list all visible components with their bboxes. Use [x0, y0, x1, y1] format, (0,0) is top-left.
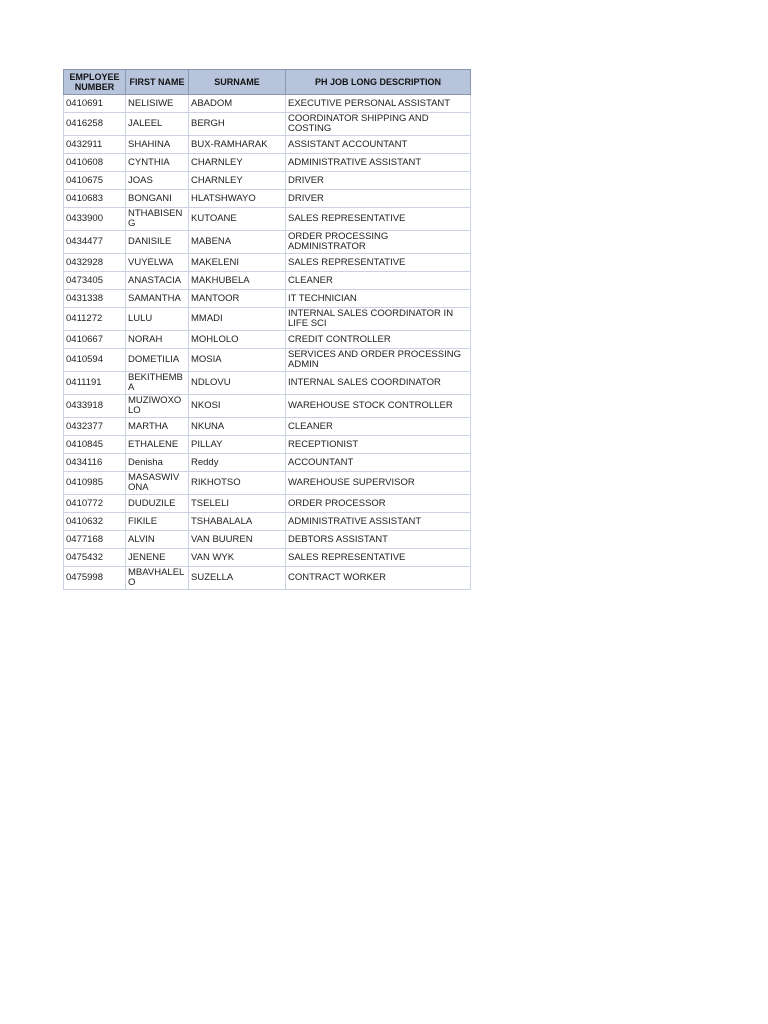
- cell-job-description: CLEANER: [286, 272, 471, 290]
- cell-surname: MOSIA: [189, 349, 286, 372]
- cell-first-name: SAMANTHA: [126, 290, 189, 308]
- cell-surname: MMADI: [189, 308, 286, 331]
- cell-first-name: MASASWIVONA: [126, 472, 189, 495]
- cell-first-name: NORAH: [126, 331, 189, 349]
- cell-job-description: ORDER PROCESSING ADMINISTRATOR: [286, 231, 471, 254]
- table-row: [64, 436, 471, 454]
- cell-surname: TSELELI: [189, 495, 286, 513]
- table-row: [64, 454, 471, 472]
- cell-first-name: BEKITHEMBA: [126, 372, 189, 395]
- cell-employee-number: 0410691: [64, 95, 126, 113]
- cell-job-description: SALES REPRESENTATIVE: [286, 549, 471, 567]
- cell-surname: BUX-RAMHARAK: [189, 136, 286, 154]
- cell-first-name: ANASTACIA: [126, 272, 189, 290]
- cell-surname: BERGH: [189, 113, 286, 136]
- table-row: [64, 472, 471, 495]
- cell-job-description: INTERNAL SALES COORDINATOR IN LIFE SCI: [286, 308, 471, 331]
- table-row: [64, 372, 471, 395]
- table-row: [64, 349, 471, 372]
- cell-first-name: SHAHINA: [126, 136, 189, 154]
- cell-first-name: CYNTHIA: [126, 154, 189, 172]
- cell-employee-number: 0410632: [64, 513, 126, 531]
- cell-employee-number: 0475432: [64, 549, 126, 567]
- cell-first-name: NELISIWE: [126, 95, 189, 113]
- table-row: [64, 208, 471, 231]
- cell-job-description: CLEANER: [286, 418, 471, 436]
- cell-employee-number: 0410594: [64, 349, 126, 372]
- cell-surname: SUZELLA: [189, 567, 286, 590]
- cell-surname: NKOSI: [189, 395, 286, 418]
- table-header-row: [64, 70, 471, 95]
- header-job-description: PH JOB LONG DESCRIPTION: [286, 70, 471, 95]
- table-row: [64, 172, 471, 190]
- cell-employee-number: 0432911: [64, 136, 126, 154]
- cell-employee-number: 0410772: [64, 495, 126, 513]
- table-row: [64, 308, 471, 331]
- cell-surname: PILLAY: [189, 436, 286, 454]
- cell-first-name: MUZIWOXOLO: [126, 395, 189, 418]
- cell-surname: MAKELENI: [189, 254, 286, 272]
- cell-job-description: SALES REPRESENTATIVE: [286, 254, 471, 272]
- cell-job-description: ORDER PROCESSOR: [286, 495, 471, 513]
- cell-employee-number: 0411191: [64, 372, 126, 395]
- cell-surname: MAKHUBELA: [189, 272, 286, 290]
- cell-surname: HLATSHWAYO: [189, 190, 286, 208]
- cell-job-description: EXECUTIVE PERSONAL ASSISTANT: [286, 95, 471, 113]
- table-row: [64, 231, 471, 254]
- cell-first-name: NTHABISENG: [126, 208, 189, 231]
- cell-surname: NKUNA: [189, 418, 286, 436]
- cell-surname: VAN BUUREN: [189, 531, 286, 549]
- cell-surname: Reddy: [189, 454, 286, 472]
- cell-first-name: ALVIN: [126, 531, 189, 549]
- cell-first-name: MARTHA: [126, 418, 189, 436]
- cell-job-description: WAREHOUSE SUPERVISOR: [286, 472, 471, 495]
- cell-surname: NDLOVU: [189, 372, 286, 395]
- table-row: [64, 549, 471, 567]
- cell-first-name: BONGANI: [126, 190, 189, 208]
- cell-job-description: ACCOUNTANT: [286, 454, 471, 472]
- cell-employee-number: 0410845: [64, 436, 126, 454]
- cell-employee-number: 0433900: [64, 208, 126, 231]
- cell-first-name: JENENE: [126, 549, 189, 567]
- table-row: [64, 136, 471, 154]
- cell-job-description: CREDIT CONTROLLER: [286, 331, 471, 349]
- cell-job-description: ASSISTANT ACCOUNTANT: [286, 136, 471, 154]
- cell-job-description: WAREHOUSE STOCK CONTROLLER: [286, 395, 471, 418]
- cell-surname: ABADOM: [189, 95, 286, 113]
- cell-surname: KUTOANE: [189, 208, 286, 231]
- cell-job-description: DRIVER: [286, 172, 471, 190]
- cell-job-description: COORDINATOR SHIPPING AND COSTING: [286, 113, 471, 136]
- cell-first-name: LULU: [126, 308, 189, 331]
- cell-job-description: ADMINISTRATIVE ASSISTANT: [286, 513, 471, 531]
- cell-job-description: CONTRACT WORKER: [286, 567, 471, 590]
- cell-first-name: MBAVHALELO: [126, 567, 189, 590]
- table-row: [64, 95, 471, 113]
- cell-employee-number: 0410683: [64, 190, 126, 208]
- table-row: [64, 154, 471, 172]
- cell-first-name: JALEEL: [126, 113, 189, 136]
- cell-employee-number: 0431338: [64, 290, 126, 308]
- cell-first-name: VUYELWA: [126, 254, 189, 272]
- table-row: [64, 113, 471, 136]
- cell-surname: CHARNLEY: [189, 172, 286, 190]
- table-row: [64, 190, 471, 208]
- cell-employee-number: 0410608: [64, 154, 126, 172]
- cell-employee-number: 0432377: [64, 418, 126, 436]
- table-row: [64, 395, 471, 418]
- cell-employee-number: 0432928: [64, 254, 126, 272]
- table-row: [64, 254, 471, 272]
- table-row: [64, 418, 471, 436]
- cell-employee-number: 0434477: [64, 231, 126, 254]
- table-row: [64, 272, 471, 290]
- cell-surname: MOHLOLO: [189, 331, 286, 349]
- cell-employee-number: 0410667: [64, 331, 126, 349]
- employee-table: [63, 69, 471, 590]
- cell-employee-number: 0433918: [64, 395, 126, 418]
- cell-job-description: RECEPTIONIST: [286, 436, 471, 454]
- cell-employee-number: 0473405: [64, 272, 126, 290]
- cell-job-description: DEBTORS ASSISTANT: [286, 531, 471, 549]
- cell-employee-number: 0411272: [64, 308, 126, 331]
- cell-job-description: SERVICES AND ORDER PROCESSING ADMIN: [286, 349, 471, 372]
- header-employee-number: EMPLOYEE NUMBER: [64, 70, 126, 95]
- cell-employee-number: 0416258: [64, 113, 126, 136]
- cell-first-name: JOAS: [126, 172, 189, 190]
- table-row: [64, 513, 471, 531]
- cell-surname: MANTOOR: [189, 290, 286, 308]
- cell-surname: TSHABALALA: [189, 513, 286, 531]
- cell-employee-number: 0410675: [64, 172, 126, 190]
- cell-first-name: FIKILE: [126, 513, 189, 531]
- cell-surname: CHARNLEY: [189, 154, 286, 172]
- cell-surname: VAN WYK: [189, 549, 286, 567]
- table-row: [64, 331, 471, 349]
- cell-employee-number: 0477168: [64, 531, 126, 549]
- table-row: [64, 531, 471, 549]
- cell-first-name: DUDUZILE: [126, 495, 189, 513]
- header-surname: SURNAME: [189, 70, 286, 95]
- header-first-name: FIRST NAME: [126, 70, 189, 95]
- cell-first-name: DANISILE: [126, 231, 189, 254]
- cell-first-name: ETHALENE: [126, 436, 189, 454]
- cell-job-description: IT TECHNICIAN: [286, 290, 471, 308]
- table-row: [64, 290, 471, 308]
- cell-employee-number: 0434116: [64, 454, 126, 472]
- cell-job-description: ADMINISTRATIVE ASSISTANT: [286, 154, 471, 172]
- cell-surname: MABENA: [189, 231, 286, 254]
- table-row: [64, 495, 471, 513]
- cell-job-description: SALES REPRESENTATIVE: [286, 208, 471, 231]
- cell-surname: RIKHOTSO: [189, 472, 286, 495]
- cell-job-description: DRIVER: [286, 190, 471, 208]
- cell-employee-number: 0410985: [64, 472, 126, 495]
- cell-job-description: INTERNAL SALES COORDINATOR: [286, 372, 471, 395]
- table-row: [64, 567, 471, 590]
- cell-first-name: DOMETILIA: [126, 349, 189, 372]
- cell-employee-number: 0475998: [64, 567, 126, 590]
- cell-first-name: Denisha: [126, 454, 189, 472]
